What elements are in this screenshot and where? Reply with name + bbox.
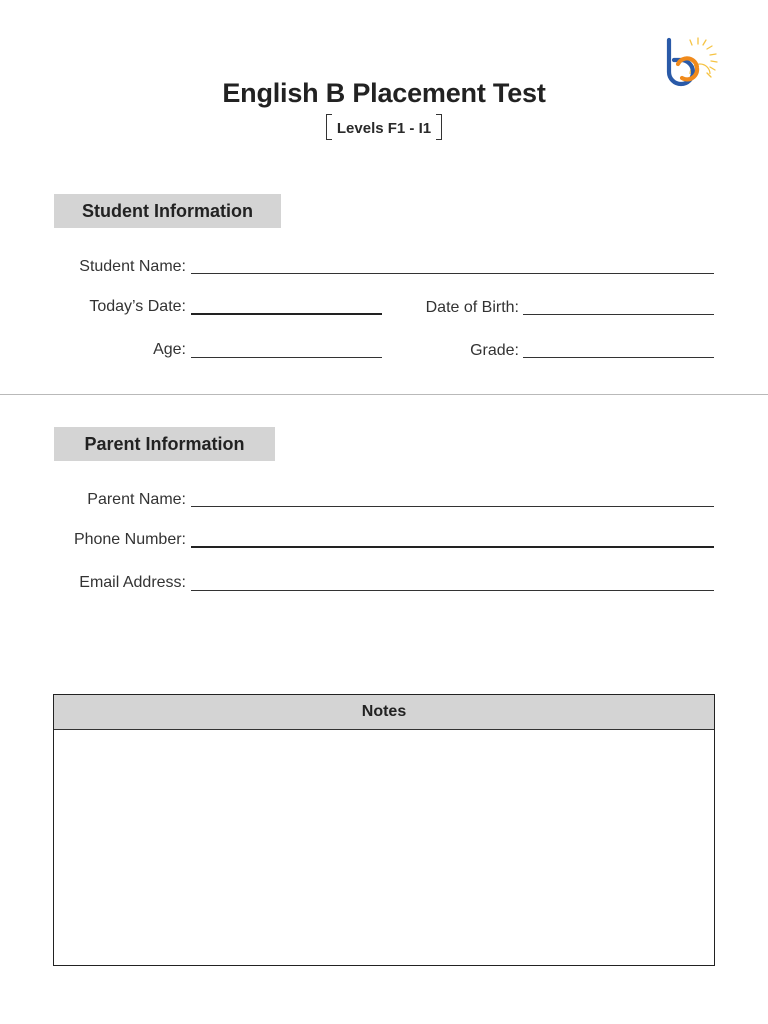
- notes-heading: Notes: [54, 695, 714, 730]
- subtitle-text: Levels F1 - I1: [336, 119, 432, 137]
- page-title: English B Placement Test: [222, 78, 546, 108]
- student-name-field[interactable]: [191, 273, 714, 274]
- todays-date-field[interactable]: [191, 313, 382, 315]
- grade-label: Grade:: [470, 342, 519, 359]
- parent-name-field[interactable]: [191, 506, 714, 507]
- phone-number-field[interactable]: [191, 546, 714, 548]
- age-label: Age:: [153, 341, 186, 358]
- student-information-heading: Student Information: [54, 194, 281, 228]
- grade-field[interactable]: [523, 357, 714, 358]
- todays-date-label: Today’s Date:: [89, 298, 186, 315]
- parent-name-label: Parent Name:: [87, 491, 186, 508]
- subtitle-levels: [0, 116, 768, 142]
- right-bracket-icon: [436, 114, 442, 140]
- student-name-label: Student Name:: [79, 258, 186, 275]
- notes-box[interactable]: [53, 694, 715, 966]
- date-of-birth-field[interactable]: [523, 314, 714, 315]
- phone-number-label: Phone Number:: [73, 531, 186, 548]
- section-divider: [0, 394, 768, 395]
- parent-information-heading: Parent Information: [54, 427, 275, 461]
- left-bracket-icon: [326, 114, 332, 140]
- date-of-birth-label: Date of Birth:: [425, 299, 519, 316]
- email-address-field[interactable]: [191, 590, 714, 591]
- email-address-label: Email Address:: [79, 574, 186, 591]
- age-field[interactable]: [191, 357, 382, 358]
